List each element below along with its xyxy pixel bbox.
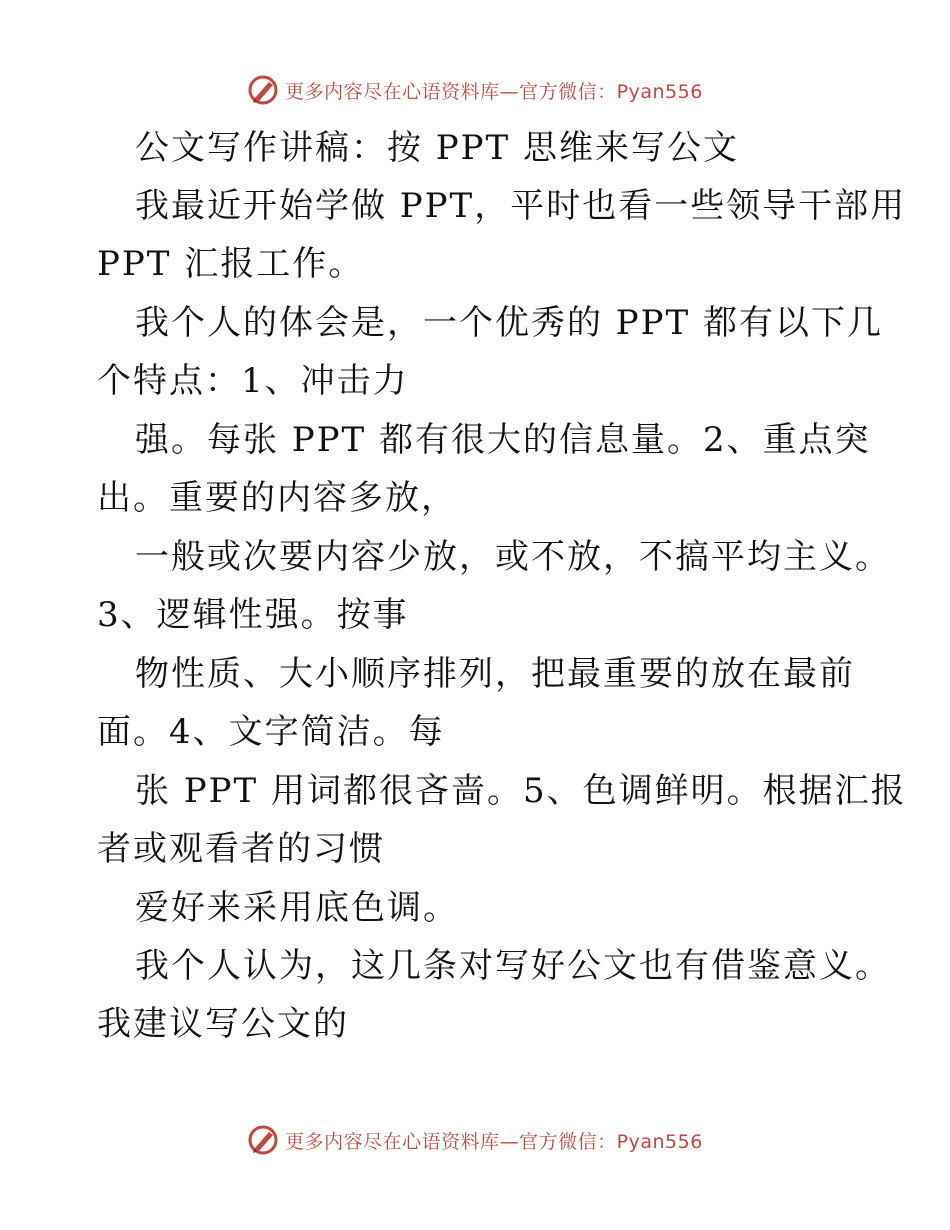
paragraph-line: 爱好来采用底色调。 <box>135 888 459 928</box>
paragraph-line: 物性质、大小顺序排列，把最重要的放在最前 <box>135 654 855 694</box>
paragraph-line: 我个人的体会是，一个优秀的 PPT 都有以下几 <box>135 303 884 343</box>
paragraph-line: 我建议写公文的 <box>97 1004 349 1044</box>
pen-logo-icon <box>247 74 279 106</box>
paragraph-line: 强。每张 PPT 都有很大的信息量。2、重点突 <box>135 420 871 460</box>
paragraph-line: 个特点：1、冲击力 <box>97 361 409 401</box>
header-watermark-text: 更多内容尽在心语资料库—官方微信：Pyan556 <box>285 80 703 103</box>
paragraph-line: PPT 汇报工作。 <box>97 244 365 284</box>
paragraph-line: 面。4、文字简洁。每 <box>97 712 445 752</box>
paragraph-line: 者或观看者的习惯 <box>97 829 385 869</box>
paragraph-line: 出。重要的内容多放， <box>97 478 457 518</box>
paragraph-line: 3、逻辑性强。按事 <box>97 595 409 635</box>
paragraph-line: 一般或次要内容少放，或不放，不搞平均主义。 <box>135 537 891 577</box>
paragraph-line: 张 PPT 用词都很吝啬。5、色调鲜明。根据汇报 <box>135 771 907 811</box>
paragraph-line: 我最近开始学做 PPT，平时也看一些领导干部用 <box>135 186 907 226</box>
footer-watermark <box>0 1120 950 1160</box>
footer-wechat-id: Pyan556 <box>616 1130 703 1153</box>
document-title: 公文写作讲稿：按 PPT 思维来写公文 <box>135 128 740 168</box>
paragraph-line: 我个人认为，这几条对写好公文也有借鉴意义。 <box>135 946 891 986</box>
header-watermark <box>0 70 950 110</box>
header-wechat-id: Pyan556 <box>616 80 703 103</box>
footer-watermark-text: 更多内容尽在心语资料库—官方微信：Pyan556 <box>285 1130 703 1153</box>
pen-logo-icon <box>247 1124 279 1156</box>
